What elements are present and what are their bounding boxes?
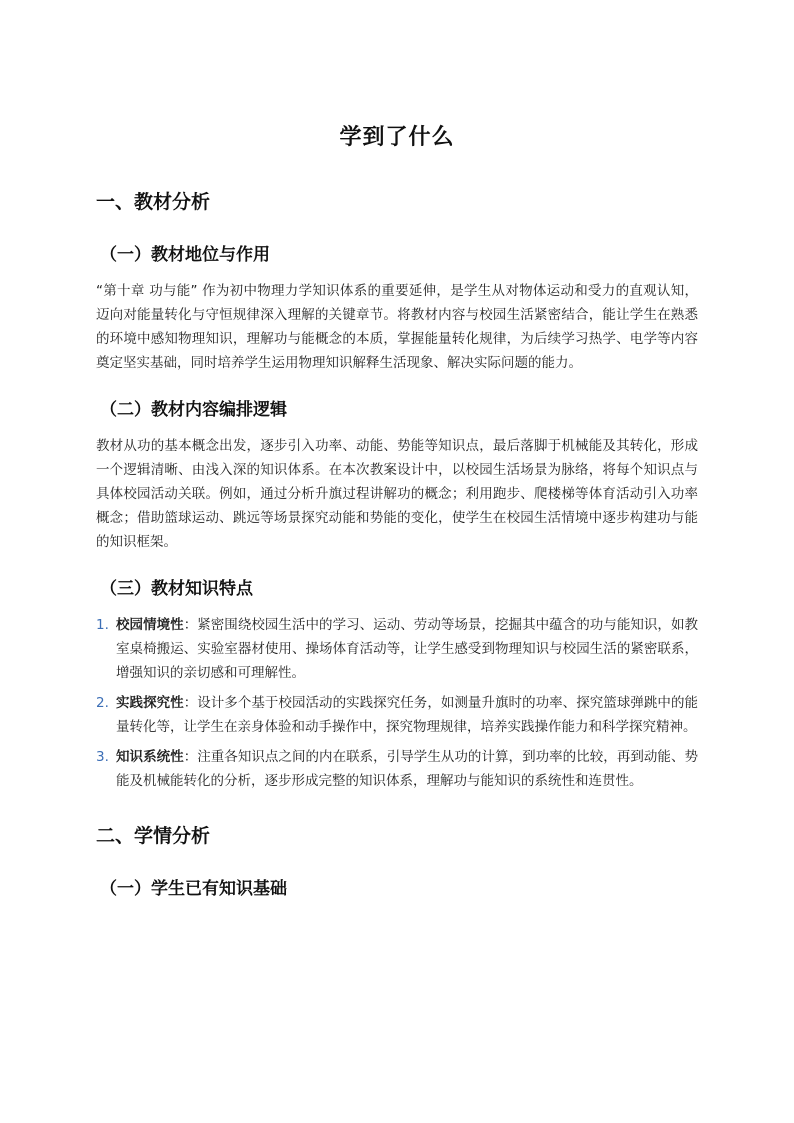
list-item-text: ：注重各知识点之间的内在联系，引导学生从功的计算，到功率的比较，再到动能、势能及机械能转化的分析，逐步形成完整的知识体系，理解功与能知识的系统性和连贯性。 bbox=[116, 749, 699, 789]
paragraph-position-role: “第十章 功与能” 作为初中物理力学知识体系的重要延伸，是学生从对物体运动和受力的直观认知，迈向对能量转化与守恒规律深入理解的关键章节。将教材内容与校园生活紧密结合，能让学生在熟悉的环境中感知物理知识，理解功与能概念的本质，掌握能量转化规律，为后续学习热学、电学等内容奠定坚实基础，同时培养学生运用物理知识解释生活现象、解决实际问题的能力。 bbox=[96, 283, 698, 371]
subsection-heading-content-logic: （二）教材内容编排逻辑 bbox=[100, 400, 287, 420]
paragraph-content-logic: 教材从功的基本概念出发，逐步引入功率、动能、势能等知识点，最后落脚于机械能及其转化，形成一个逻辑清晰、由浅入深的知识体系。在本次教案设计中，以校园生活场景为脉络，将每个知识点与具体校园活动关联。例如，通过分析升旗过程讲解功的概念；利用跑步、爬楼梯等体育活动引入功率概念；借助篮球运动、跳远等场景探究动能和势能的变化，使学生在校园生活情境中逐步构建功与能的知识框架。 bbox=[96, 438, 698, 550]
list-item-text: ：设计多个基于校园活动的实践探究任务，如测量升旗时的功率、探究篮球弹跳中的能量转化等，让学生在亲身体验和动手操作中，探究物理规律，培养实践操作能力和科学探究精神。 bbox=[116, 695, 699, 735]
list-item-text: ：紧密围绕校园生活中的学习、运动、劳动等场景，挖掘其中蕴含的功与能知识，如教室桌椅搬运、实验室器材使用、操场体育活动等，让学生感受到物理知识与校园生活的紧密联系，增强知识的亲切感和可理解性。 bbox=[116, 617, 699, 681]
list-item-term: 校园情境性 bbox=[116, 617, 184, 633]
section-heading-student-analysis: 二、学情分析 bbox=[96, 825, 211, 847]
page-title: 学到了什么 bbox=[339, 125, 455, 150]
list-item-number: 3. bbox=[96, 749, 109, 765]
knowledge-features-list bbox=[96, 613, 698, 793]
section-heading-textbook-analysis: 一、教材分析 bbox=[96, 191, 211, 213]
list-item bbox=[96, 613, 698, 685]
subsection-heading-position-role: （一）教材地位与作用 bbox=[100, 245, 270, 265]
subsection-heading-knowledge-features: （三）教材知识特点 bbox=[100, 579, 253, 599]
list-item-number: 1. bbox=[96, 617, 109, 633]
list-item-term: 知识系统性 bbox=[116, 749, 184, 765]
subsection-heading-prior-knowledge: （一）学生已有知识基础 bbox=[100, 879, 287, 899]
list-item bbox=[96, 691, 698, 739]
list-item-term: 实践探究性 bbox=[116, 695, 184, 711]
list-item bbox=[96, 745, 698, 793]
list-item-number: 2. bbox=[96, 695, 109, 711]
